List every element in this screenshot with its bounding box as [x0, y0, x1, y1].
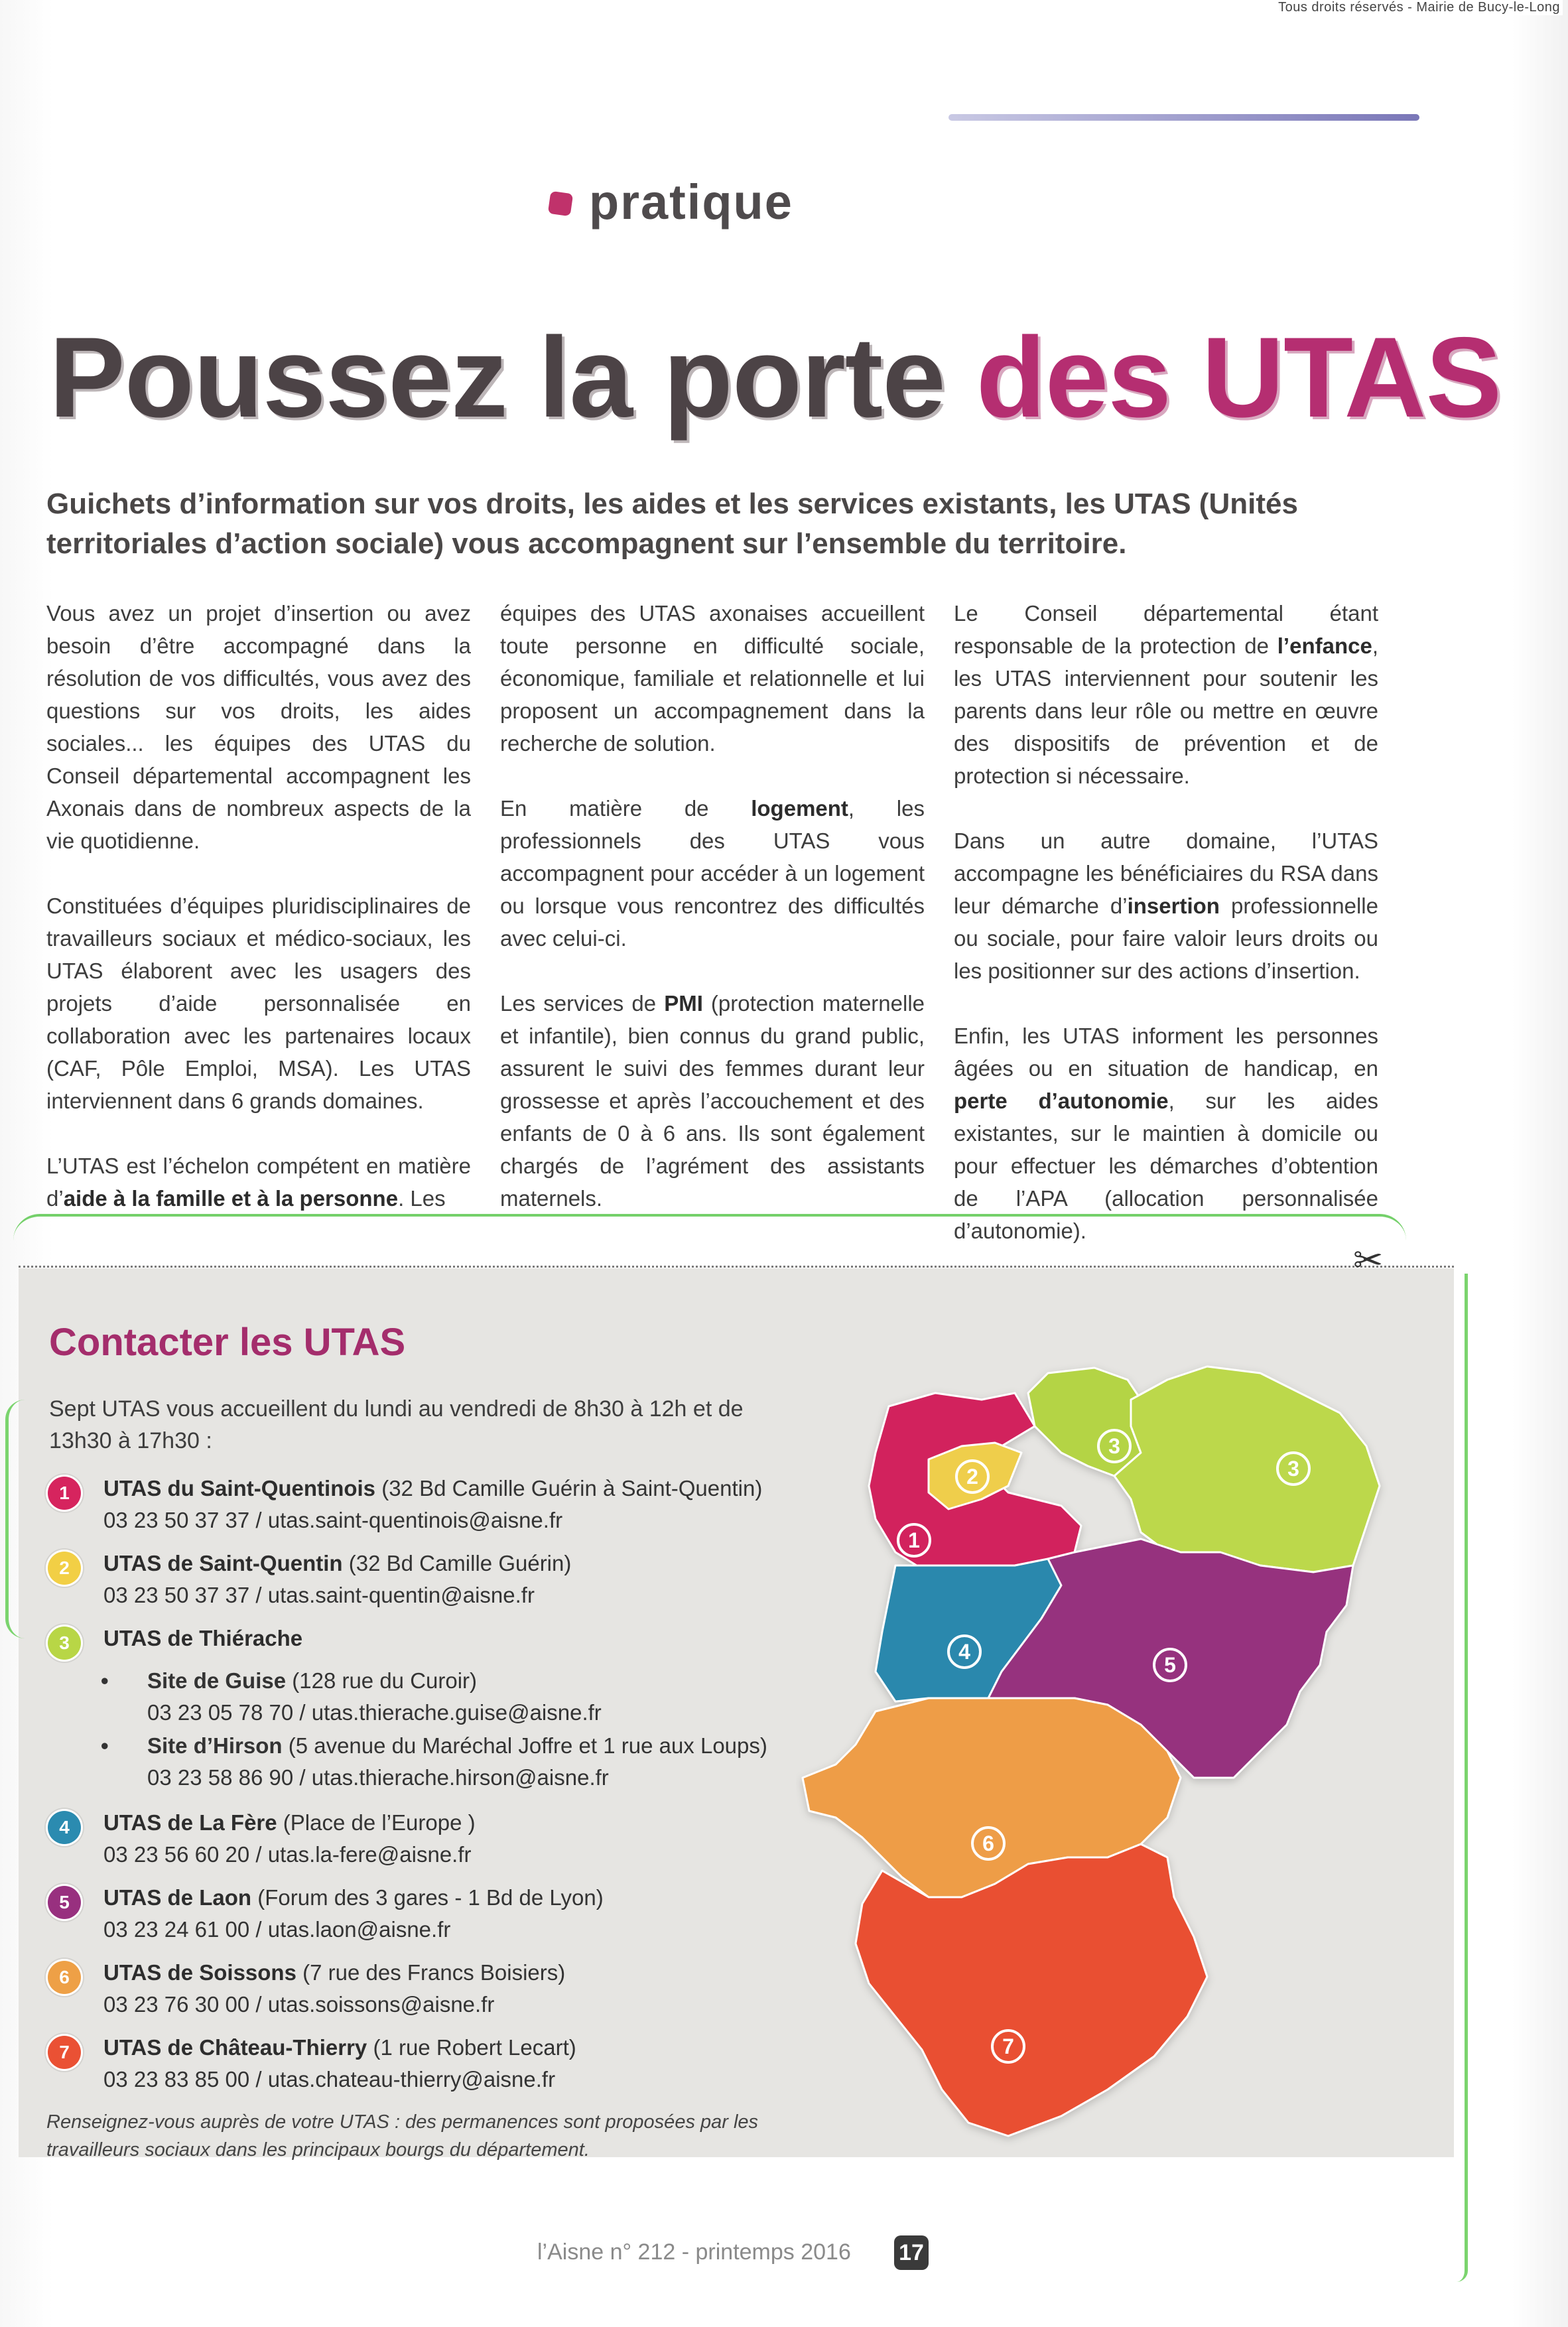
- entry-name: UTAS de Laon: [103, 1885, 252, 1910]
- site-address: (5 avenue du Maréchal Joffre et 1 rue aux Loups): [282, 1733, 767, 1758]
- green-cut-outline-right: [1457, 1274, 1468, 2282]
- entry-text: [103, 1882, 604, 1946]
- green-cut-outline-left: [5, 1400, 29, 1638]
- map-label-4-text: 4: [958, 1640, 970, 1664]
- entry-name: UTAS de Saint-Quentin: [103, 1551, 343, 1575]
- map-label-2-text: 2: [966, 1465, 978, 1489]
- text-run: En matière de: [500, 796, 751, 821]
- paragraph: [46, 1150, 471, 1215]
- emphasis: logement: [751, 796, 848, 821]
- map-label-1-text: 1: [908, 1528, 920, 1552]
- number-badge: 4: [48, 1811, 81, 1844]
- text-run: Dans un autre domaine, l’UTAS accompagne les bénéficiaires du RSA dans leur démarche d’: [954, 829, 1378, 918]
- paragraph: [500, 792, 925, 955]
- entry-contact: 03 23 50 37 37 / utas.saint-quentinois@aisne.fr: [103, 1508, 563, 1532]
- site-text: [147, 1665, 602, 1729]
- bullet: •: [101, 1733, 109, 1758]
- text-column-3: [954, 597, 1378, 1280]
- dotted-cut-line: [19, 1266, 1454, 1268]
- paragraph: [500, 987, 925, 1215]
- region-7: [856, 1844, 1207, 2136]
- entry-name: UTAS de Château-Thierry: [103, 2035, 367, 2060]
- entry-text: [103, 1623, 302, 1654]
- section-kicker: [549, 174, 793, 230]
- entry-name: UTAS de La Fère: [103, 1810, 277, 1835]
- site-name: Site de Guise: [147, 1668, 287, 1693]
- text-run: professionnelle ou sociale, pour faire valoir leurs droits ou les positionner sur des actions d’insertion.: [954, 894, 1378, 983]
- text-run: , les professionnels des UTAS vous accompagnent pour accéder à un logement ou lorsque vous rencontrez des difficultés avec celui-ci.: [500, 796, 925, 951]
- emphasis: perte d’autonomie: [954, 1089, 1169, 1113]
- scissors-icon: ✂: [1353, 1240, 1384, 1280]
- number-badge: 1: [48, 1477, 81, 1510]
- emphasis: insertion: [1127, 894, 1220, 918]
- paragraph: [954, 1020, 1378, 1247]
- text-run: Les services de: [500, 991, 665, 1016]
- emphasis: l’enfance: [1277, 633, 1372, 658]
- entry-text: [103, 1807, 476, 1871]
- emphasis: PMI: [664, 991, 703, 1016]
- paragraph: équipes des UTAS axonaises accueillent toute personne en difficulté sociale, économique, familiale et relationnelle et lui proposent un accompagnement dans la recherche de solution.: [500, 601, 925, 756]
- entry-contact: 03 23 83 85 00 / utas.chateau-thierry@aisne.fr: [103, 2067, 556, 2092]
- entry-contact: 03 23 56 60 20 / utas.la-fere@aisne.fr: [103, 1842, 472, 1867]
- region-3-east: [1114, 1366, 1380, 1572]
- emphasis: aide à la famille et à la personne: [63, 1186, 399, 1211]
- entry-contact: 03 23 24 61 00 / utas.laon@aisne.fr: [103, 1917, 451, 1942]
- text-run: . Les: [398, 1186, 446, 1211]
- text-run: , sur les aides existantes, sur le maintien à domicile ou pour effectuer les démarches d’obtention de l’APA (allocation personnalisée d’autonomie).: [954, 1089, 1378, 1243]
- copyright-notice: Tous droits réservés - Mairie de Bucy-le-Long: [1275, 0, 1563, 15]
- entry-text: [103, 1548, 571, 1611]
- contact-title: Contacter les UTAS: [49, 1321, 406, 1364]
- number-badge: 6: [48, 1961, 81, 1994]
- text-run: (protection maternelle et infantile), bien connus du grand public, assurent le suivi des femmes durant leur grossesse et après l’accouchement et des enfants de 0 à 6 ans. Ils sont également chargés de l’agrément des assistants maternels.: [500, 991, 925, 1211]
- entry-name: UTAS de Thiérache: [103, 1626, 303, 1650]
- map-label-3-east-text: 3: [1287, 1457, 1299, 1481]
- entry-address: (32 Bd Camille Guérin): [342, 1551, 572, 1575]
- kicker-label: pratique: [589, 174, 793, 230]
- headline-part1: Poussez la porte: [49, 314, 945, 441]
- number-badge: 7: [48, 2036, 81, 2069]
- site-address: (128 rue du Curoir): [286, 1668, 478, 1693]
- text-run: Le Conseil départemental étant responsable de la protection de: [954, 601, 1378, 658]
- entry-address: (Place de l’Europe ): [277, 1810, 476, 1835]
- paragraph: [954, 597, 1378, 792]
- entry-text: [103, 2032, 576, 2095]
- text-run: L’UTAS est l’échelon compétent en matière d’: [46, 1154, 471, 1211]
- page-headline: [49, 312, 1501, 443]
- site-contact: 03 23 05 78 70 / utas.thierache.guise@aisne.fr: [147, 1700, 602, 1725]
- paragraph: [954, 825, 1378, 987]
- contact-note: Renseignez-vous auprès de votre UTAS : des permanences sont proposées par les travailleurs sociaux dans les principaux bourgs du département.: [46, 2111, 759, 2161]
- entry-name: UTAS de Soissons: [103, 1960, 296, 1985]
- entry-address: (32 Bd Camille Guérin à Saint-Quentin): [375, 1476, 763, 1500]
- entry-contact: 03 23 76 30 00 / utas.soissons@aisne.fr: [103, 1992, 495, 2017]
- text-run: , les UTAS interviennent pour soutenir les parents dans leur rôle ou mettre en œuvre des dispositifs de prévention et de protection si nécessaire.: [954, 633, 1378, 788]
- paragraph: Constituées d’équipes pluridisciplinaires de travailleurs sociaux et médico-sociaux, les UTAS élaborent avec les usagers des projets d’aide personnalisée en collaboration avec les partenaires locaux (CAF, Pôle Emploi, MSA). Les UTAS interviennent dans 6 grands domaines.: [46, 894, 471, 1113]
- entry-address: (7 rue des Francs Boisiers): [296, 1960, 566, 1985]
- text-run: Enfin, les UTAS informent les personnes âgées ou en situation de handicap, en: [954, 1024, 1378, 1081]
- top-decorative-rule: [948, 114, 1419, 121]
- entry-address: (Forum des 3 gares - 1 Bd de Lyon): [251, 1885, 604, 1910]
- lead-paragraph: Guichets d’information sur vos droits, les aides et les services existants, les UTAS (Unités territoriales d’action sociale) vous accompagnent sur l’ensemble du territoire.: [46, 488, 1298, 560]
- map-label-3-west-text: 3: [1108, 1434, 1120, 1458]
- entry-address: (1 rue Robert Lecart): [367, 2035, 576, 2060]
- footer-publication: l’Aisne n° 212 - printemps 2016: [537, 2239, 851, 2265]
- entry-text: [103, 1473, 762, 1536]
- entry-text: [103, 1957, 565, 2021]
- number-badge: 5: [48, 1886, 81, 1919]
- map-label-6-text: 6: [982, 1831, 994, 1855]
- bullet: •: [101, 1668, 109, 1693]
- number-badge: 2: [48, 1552, 81, 1585]
- map-label-7-text: 7: [1002, 2034, 1014, 2058]
- map-label-5-text: 5: [1164, 1653, 1176, 1677]
- entry-contact: 03 23 50 37 37 / utas.saint-quentin@aisne.fr: [103, 1583, 535, 1607]
- site-name: Site d’Hirson: [147, 1733, 283, 1758]
- text-column-2: [500, 597, 925, 1247]
- site-contact: 03 23 58 86 90 / utas.thierache.hirson@aisne.fr: [147, 1765, 609, 1790]
- page-number: 17: [894, 2235, 929, 2270]
- text-column-1: [46, 597, 471, 1247]
- number-badge: 3: [48, 1627, 81, 1660]
- contact-intro: Sept UTAS vous accueillent du lundi au vendredi de 8h30 à 12h et de 13h30 à 17h30 :: [49, 1396, 744, 1453]
- site-text: [147, 1730, 767, 1794]
- kicker-square-icon: [548, 191, 573, 216]
- headline-part2: des UTAS: [976, 314, 1502, 441]
- paragraph: Vous avez un projet d’insertion ou avez besoin d’être accompagné dans la résolution de vos difficultés, vous avez des questions sur vos droits, les aides sociales... les équipes des UTAS du Conseil départemental accompagnent les Axonais dans de nombreux aspects de la vie quotidienne.: [46, 601, 471, 853]
- utas-territory-map: [796, 1353, 1406, 2176]
- entry-name: UTAS du Saint-Quentinois: [103, 1476, 376, 1500]
